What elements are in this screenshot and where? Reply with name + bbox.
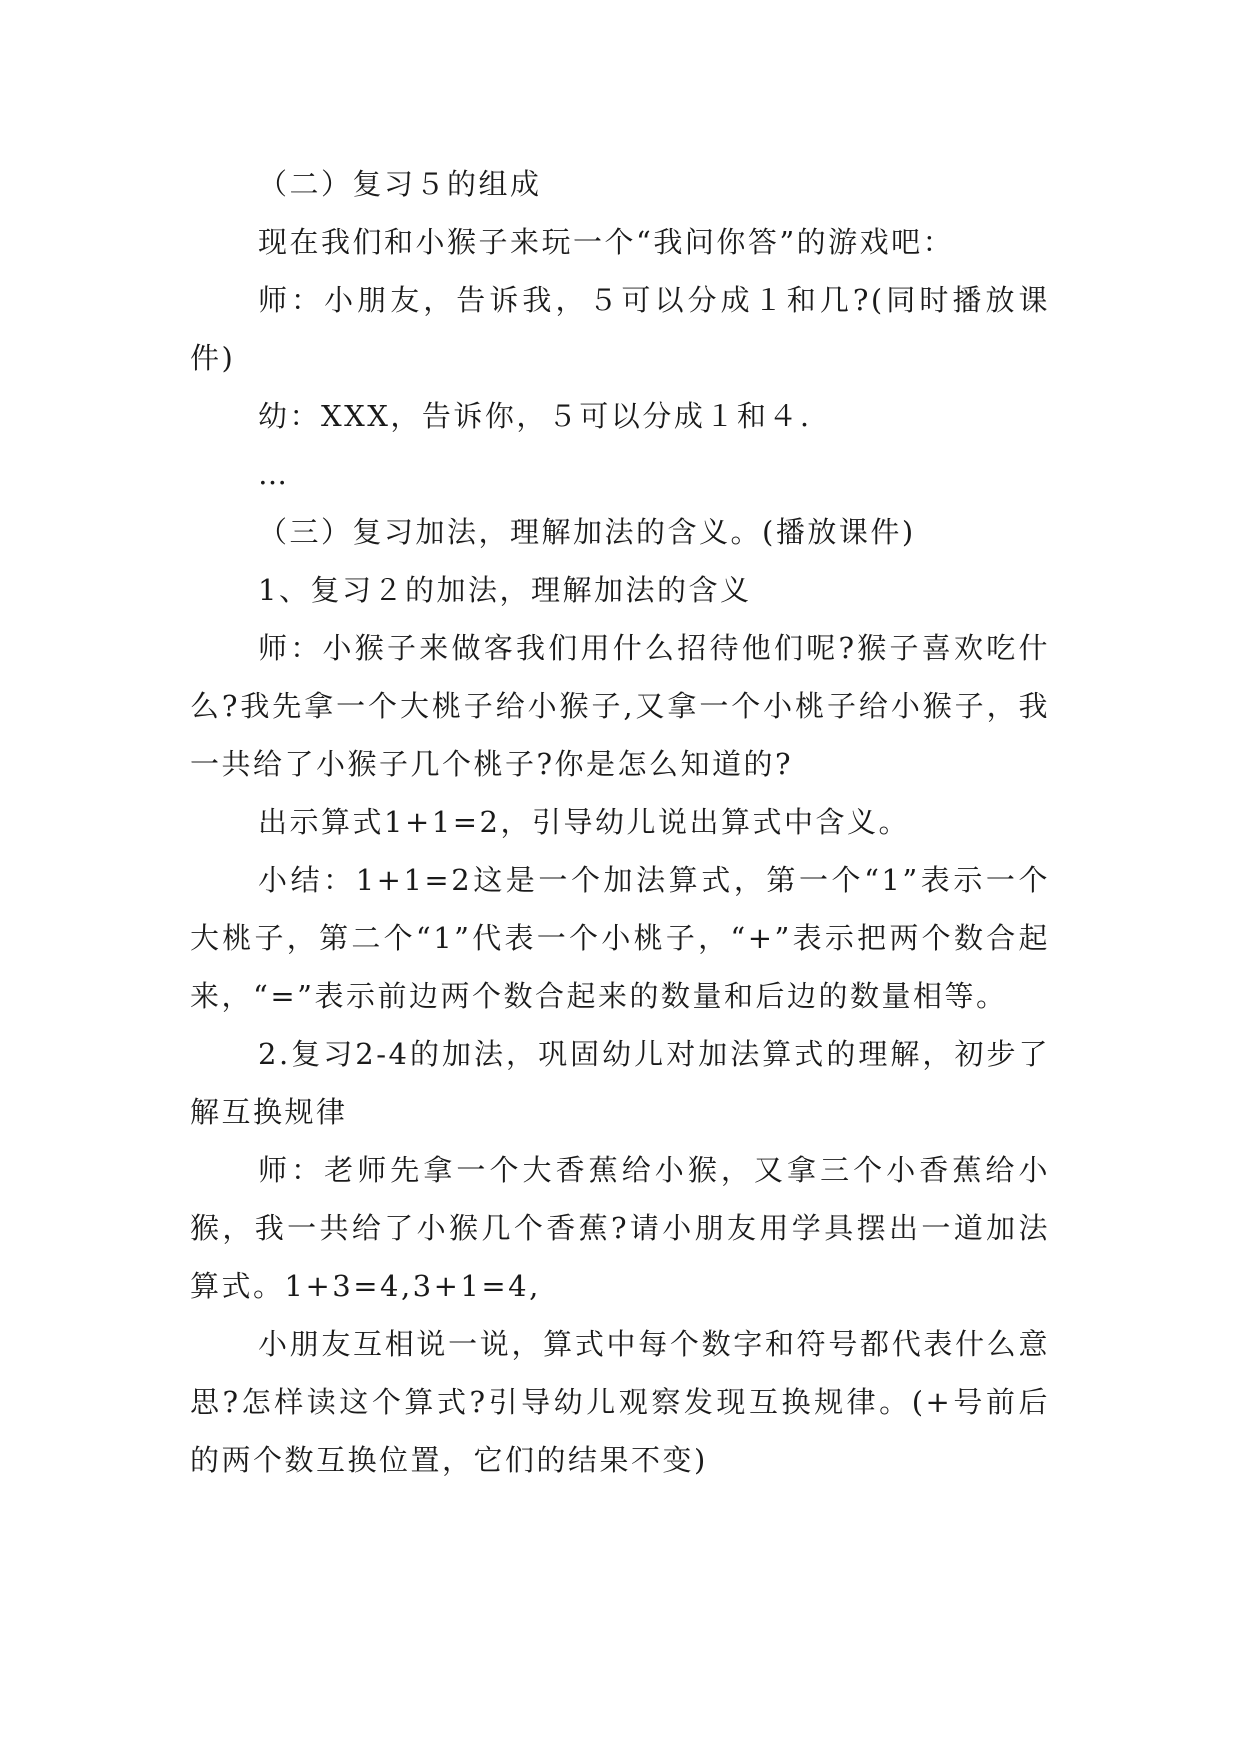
discussion-paragraph: 小朋友互相说一说，算式中每个数字和符号都代表什么意思?怎样读这个算式?引导幼儿观察发现互换规律。(+号前后的两个数互换位置，它们的结果不变) bbox=[190, 1327, 1050, 1477]
subsection-heading-addition-two: 1、复习２的加法，理解加法的含义 bbox=[258, 573, 752, 607]
document-page bbox=[190, 155, 1050, 1489]
teacher-peach-paragraph: 师：小猴子来做客我们用什么招待他们呢?猴子喜欢吃什么?我先拿一个大桃子给小猴子,又拿一个小桃子给小猴子，我一共给了小猴子几个桃子?你是怎么知道的? bbox=[190, 631, 1050, 781]
teacher-banana-paragraph: 师：老师先拿一个大香蕉给小猴，又拿三个小香蕉给小猴，我一共给了小猴几个香蕉?请小朋友用学具摆出一道加法算式。1+3=4,3+1=4, bbox=[190, 1153, 1050, 1303]
ellipsis-paragraph: … bbox=[258, 457, 290, 491]
summary-paragraph: 小结：1+1=2这是一个加法算式，第一个“1”表示一个大桃子，第二个“1”代表一个小桃子，“+”表示把两个数合起来，“=”表示前边两个数合起来的数量和后边的数量相等。 bbox=[190, 863, 1050, 1013]
game-intro-paragraph: 现在我们和小猴子来玩一个“我问你答”的游戏吧： bbox=[258, 225, 955, 259]
teacher-question-paragraph: 师：小朋友，告诉我，５可以分成１和几?(同时播放课件) bbox=[190, 283, 1050, 375]
child-answer-paragraph: 幼：XXX，告诉你，５可以分成１和４. bbox=[258, 399, 812, 433]
section-heading-review-addition: （三）复习加法，理解加法的含义。(播放课件) bbox=[258, 515, 916, 549]
subsection-heading-addition-two-four: 2.复习2-4的加法，巩固幼儿对加法算式的理解，初步了解互换规律 bbox=[190, 1037, 1050, 1129]
show-equation-paragraph: 出示算式1+1=2，引导幼儿说出算式中含义。 bbox=[258, 805, 910, 839]
section-heading-review-five: （二）复习５的组成 bbox=[258, 167, 542, 201]
